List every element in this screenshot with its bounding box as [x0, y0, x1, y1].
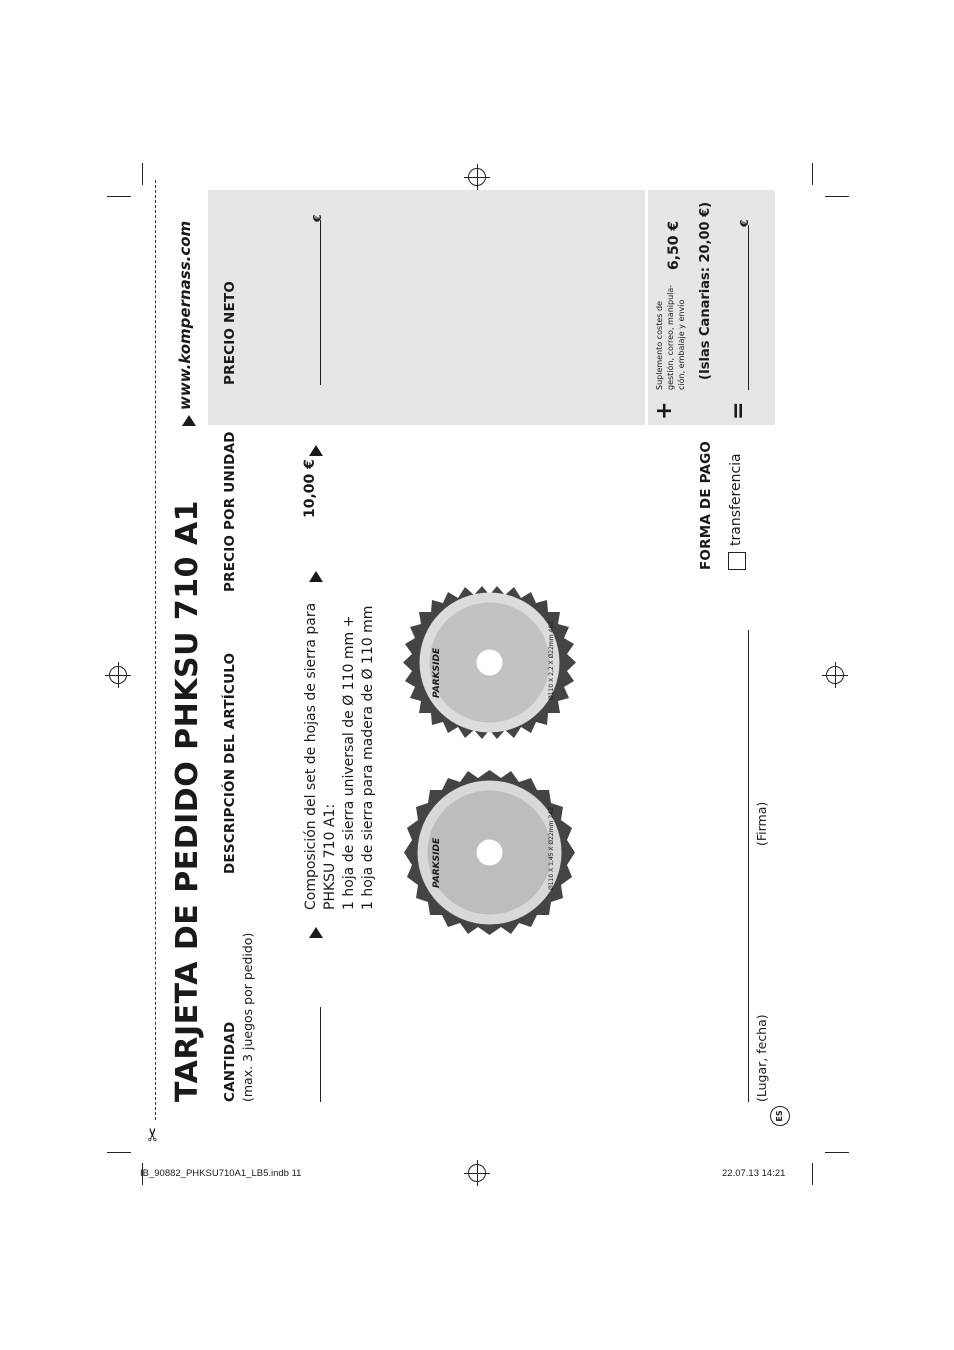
- order-card: [170, 190, 784, 1122]
- crop-mark: [825, 196, 849, 197]
- registration-mark-icon: [109, 666, 127, 684]
- equals-sign: =: [726, 401, 751, 420]
- quantity-header: CANTIDAD: [222, 1021, 238, 1102]
- registration-mark-icon: [826, 666, 844, 684]
- net-price-currency: €: [311, 214, 324, 222]
- arrow-icon: [309, 571, 323, 582]
- language-badge: ES: [770, 1106, 790, 1126]
- unit-price: 10,00 €: [302, 459, 318, 518]
- blade-spec-1: Ø110 X 1,45 X Ø22mm 24Z: [548, 806, 555, 890]
- description-header: DESCRIPCIÓN DEL ARTÍCULO: [222, 652, 238, 874]
- net-price-header: PRECIO NETO: [222, 280, 238, 385]
- canarias-price: (Islas Canarias: 20,00 €): [698, 201, 713, 380]
- crop-mark: [812, 163, 813, 185]
- crop-mark: [812, 1163, 813, 1185]
- website-link[interactable]: www.kompernass.com: [176, 220, 194, 410]
- footer-date: 22.07.13 14:21: [722, 1168, 786, 1179]
- arrow-icon: [182, 415, 196, 426]
- description-line-1: Composición del set de hojas de sierra para: [303, 602, 319, 910]
- blade-spec-2: Ø110 X 2,2 X Ø22mm 40Z: [548, 620, 555, 700]
- net-price-field[interactable]: [320, 220, 321, 385]
- payment-header: FORMA DE PAGO: [698, 440, 714, 570]
- plus-sign: +: [652, 401, 677, 420]
- description-line-4: 1 hoja de sierra para madera de Ø 110 mm: [360, 605, 376, 910]
- crop-mark: [107, 1152, 131, 1153]
- crop-mark: [825, 1152, 849, 1153]
- cut-line: [155, 180, 156, 1120]
- place-date-label: (Lugar, fecha): [754, 1014, 769, 1102]
- quantity-note: (max. 3 juegos por pedido): [240, 932, 255, 1102]
- registration-mark-icon: [468, 1164, 486, 1182]
- signature-label: (Firma): [754, 801, 769, 846]
- transfer-label: transferencia: [728, 453, 744, 546]
- description-line-3: 1 hoja de sierra universal de Ø 110 mm +: [341, 615, 357, 910]
- signature-line[interactable]: [748, 630, 749, 880]
- blade-brand-1: PARKSIDE: [432, 837, 442, 888]
- net-price-panel: [208, 190, 645, 425]
- supplement-text-1: Suplemento costes de: [655, 301, 664, 390]
- total-currency: €: [738, 219, 751, 227]
- description-line-2: PHKSU 710 A1:: [322, 803, 338, 910]
- transfer-checkbox[interactable]: [728, 552, 746, 570]
- footer-file: IB_90882_PHKSU710A1_LB5.indb 11: [140, 1168, 302, 1179]
- quantity-field[interactable]: [320, 1007, 321, 1102]
- total-field[interactable]: [748, 225, 749, 390]
- blade-brand-2: PARKSIDE: [432, 647, 442, 698]
- arrow-icon: [309, 445, 323, 456]
- page-title: TARJETA DE PEDIDO PHKSU 710 A1: [170, 499, 205, 1102]
- scissors-icon: ✂: [143, 1126, 165, 1143]
- unit-price-header: PRECIO POR UNIDAD: [222, 431, 238, 592]
- supplement-price: 6,50 €: [666, 220, 682, 270]
- supplement-text-2: gestión, correo, manipula-: [666, 284, 675, 390]
- supplement-text-3: ción, embalaje y envío: [677, 299, 686, 390]
- crop-mark: [142, 163, 143, 185]
- registration-mark-icon: [468, 168, 486, 186]
- arrow-icon: [309, 927, 323, 938]
- crop-mark: [107, 196, 131, 197]
